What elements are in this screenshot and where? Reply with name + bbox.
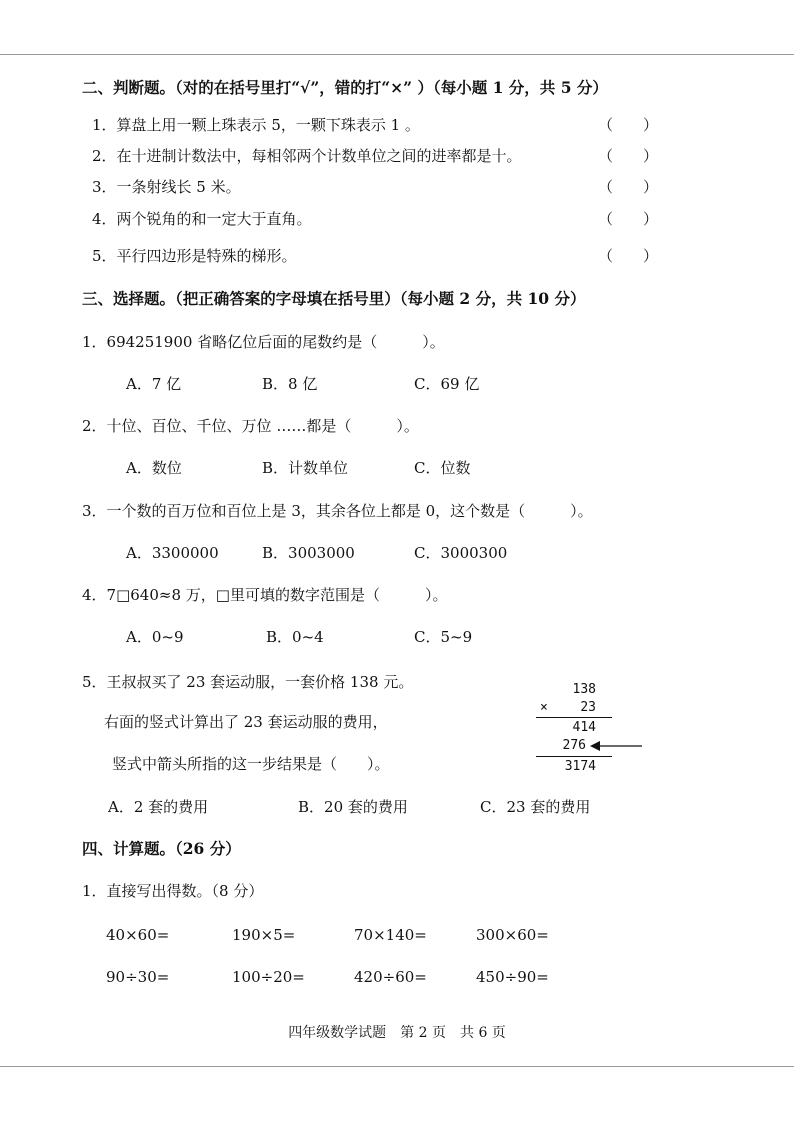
choice-q3-option-b[interactable]: B．3003000 xyxy=(262,544,355,562)
choice-q1: 1．694251900 省略亿位后面的尾数约是（ ）。 xyxy=(82,333,445,351)
judge-item-2: 2．在十进制计数法中，每相邻两个计数单位之间的进率都是十。 xyxy=(92,147,522,165)
choice-q1-option-a[interactable]: A．7 亿 xyxy=(126,375,182,393)
calc-item[interactable]: 190×5= xyxy=(232,926,296,944)
choice-q2-option-a[interactable]: A．数位 xyxy=(126,459,182,477)
choice-q2-option-b[interactable]: B．计数单位 xyxy=(262,459,349,477)
judge-item-3: 3．一条射线长 5 米。 xyxy=(92,178,241,196)
calc-item[interactable]: 70×140= xyxy=(354,926,427,944)
section-3-heading: 三、选择题。（把正确答案的字母填在括号里）（每小题 2 分，共 10 分） xyxy=(82,289,586,308)
choice-q5-option-b[interactable]: B．20 套的费用 xyxy=(298,798,408,816)
choice-q1-option-c[interactable]: C．69 亿 xyxy=(414,375,480,393)
choice-q5-option-a[interactable]: A．2 套的费用 xyxy=(108,798,209,816)
vertical-result: 3174 xyxy=(564,759,596,774)
judge-answer-2[interactable]: （ ） xyxy=(598,147,659,165)
top-rule xyxy=(0,54,794,55)
vertical-multiplier: 23 xyxy=(580,700,596,715)
choice-q3: 3．一个数的百万位和百位上是 3，其余各位上都是 0，这个数是（ ）。 xyxy=(82,502,593,520)
choice-q2: 2．十位、百位、千位、万位 ……都是（ ）。 xyxy=(82,417,419,435)
judge-item-5: 5．平行四边形是特殊的梯形。 xyxy=(92,247,297,265)
judge-answer-3[interactable]: （ ） xyxy=(598,178,659,196)
choice-q4-option-b[interactable]: B．0~4 xyxy=(266,628,324,646)
calc-item[interactable]: 90÷30= xyxy=(106,968,170,986)
choice-q3-option-a[interactable]: A．3300000 xyxy=(126,544,219,562)
choice-q4-option-a[interactable]: A．0~9 xyxy=(126,628,184,646)
arrow-left-icon xyxy=(590,739,642,753)
section-4-heading: 四、计算题。（26 分） xyxy=(82,839,241,858)
choice-q5-line3: 竖式中箭头所指的这一步结果是（ ）。 xyxy=(112,755,390,773)
choice-q1-option-b[interactable]: B．8 亿 xyxy=(262,375,318,393)
choice-q5-option-c[interactable]: C．23 套的费用 xyxy=(480,798,591,816)
vertical-multiplicand: 138 xyxy=(572,682,596,697)
calc-item[interactable]: 450÷90= xyxy=(476,968,549,986)
bottom-rule xyxy=(0,1066,794,1067)
section-2-heading: 二、判断题。（对的在括号里打“√”，错的打“×” ）（每小题 1 分，共 5 分） xyxy=(82,78,608,97)
calc-sub-heading: 1．直接写出得数。（8 分） xyxy=(82,882,264,900)
judge-answer-1[interactable]: （ ） xyxy=(598,116,659,134)
vertical-partial-2: 276 xyxy=(562,738,586,753)
choice-q2-option-c[interactable]: C．位数 xyxy=(414,459,471,477)
calc-item[interactable]: 100÷20= xyxy=(232,968,305,986)
calc-item[interactable]: 420÷60= xyxy=(354,968,427,986)
vertical-line-2 xyxy=(536,756,612,757)
vertical-times-sign: × xyxy=(540,700,548,715)
choice-q5-line1: 5．王叔叔买了 23 套运动服，一套价格 138 元。 xyxy=(82,673,414,691)
judge-item-1: 1．算盘上用一颗上珠表示 5，一颗下珠表示 1 。 xyxy=(92,116,420,134)
judge-answer-4[interactable]: （ ） xyxy=(598,210,659,228)
choice-q4: 4．7□640≈8 万，□里可填的数字范围是（ ）。 xyxy=(82,586,448,604)
calc-item[interactable]: 40×60= xyxy=(106,926,170,944)
judge-item-4: 4．两个锐角的和一定大于直角。 xyxy=(92,210,312,228)
vertical-partial-1: 414 xyxy=(572,720,596,735)
vertical-line-1 xyxy=(536,717,612,718)
judge-answer-5[interactable]: （ ） xyxy=(598,247,659,265)
choice-q4-option-c[interactable]: C．5~9 xyxy=(414,628,473,646)
choice-q5-line2: 右面的竖式计算出了 23 套运动服的费用， xyxy=(104,713,388,731)
page-footer: 四年级数学试题 第 2 页 共 6 页 xyxy=(288,1025,506,1041)
calc-item[interactable]: 300×60= xyxy=(476,926,549,944)
choice-q3-option-c[interactable]: C．3000300 xyxy=(414,544,508,562)
